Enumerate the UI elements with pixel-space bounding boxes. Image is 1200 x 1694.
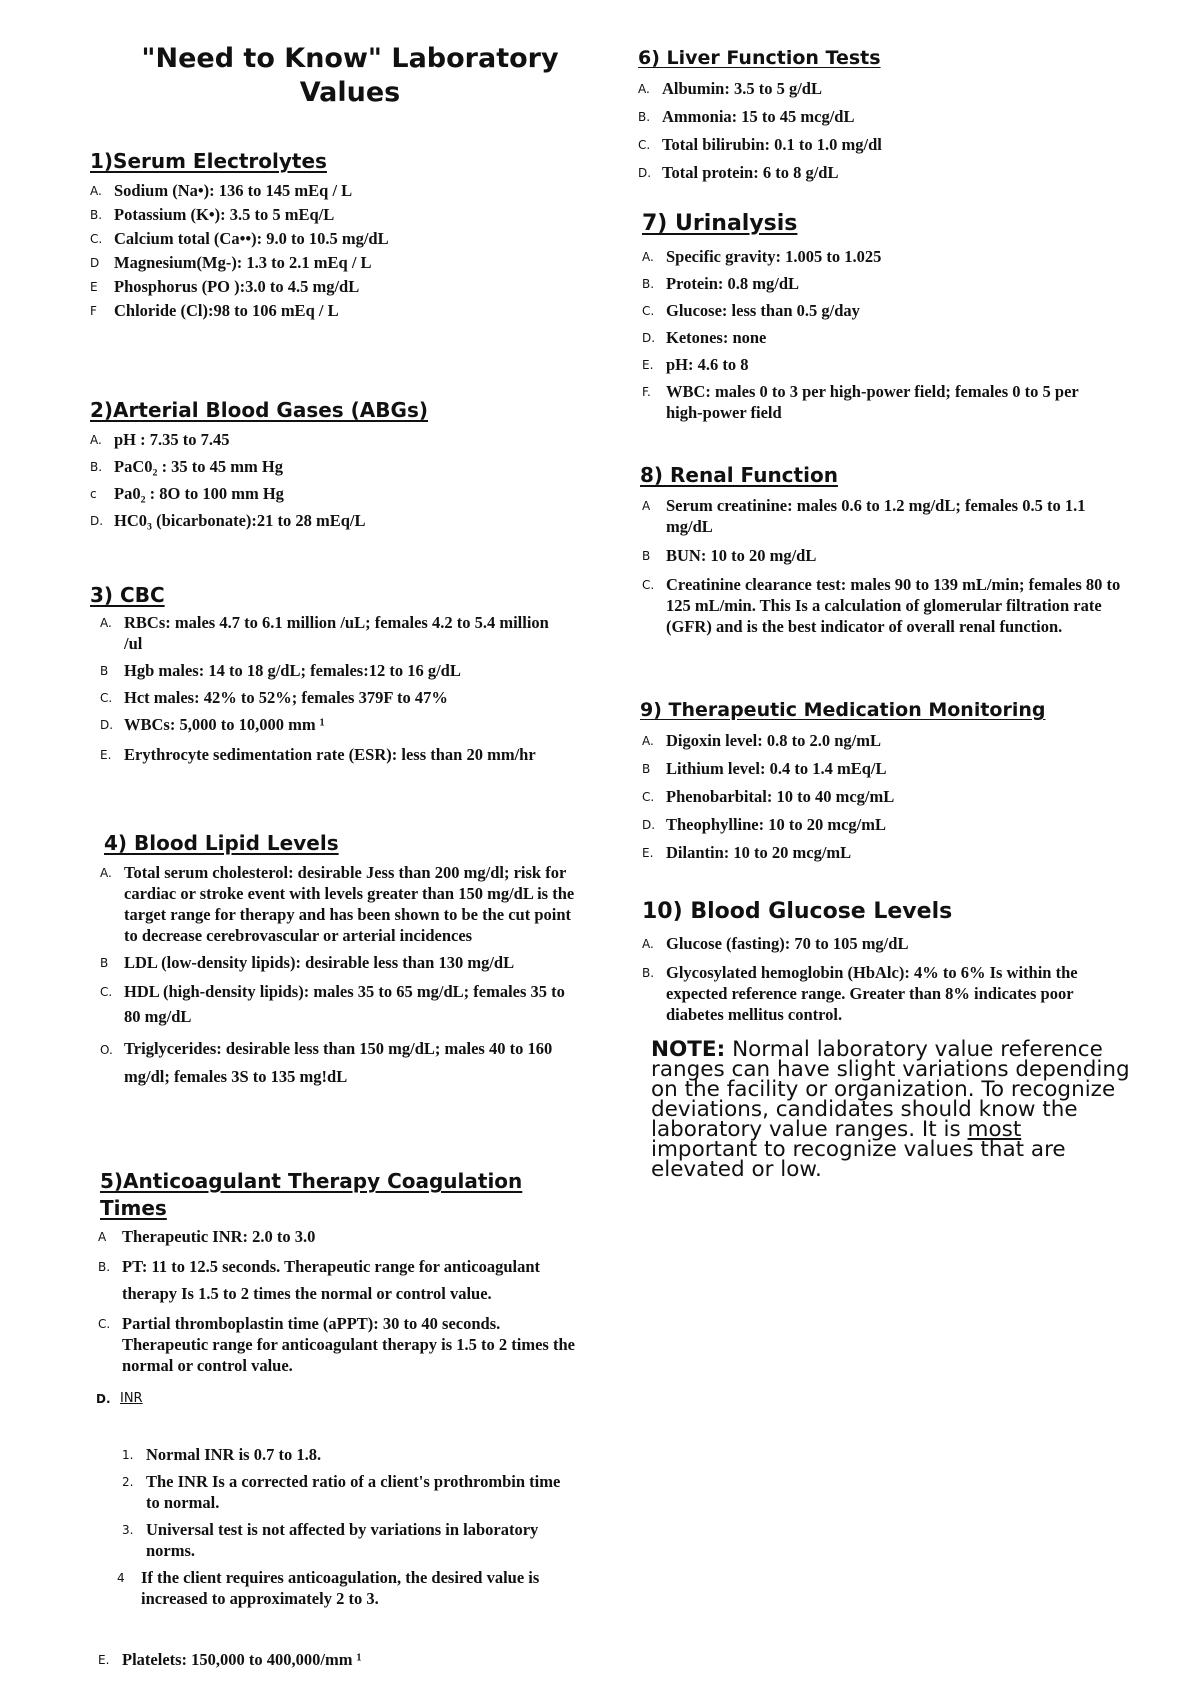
- item-marker: B.: [642, 966, 655, 980]
- list-item: [90, 276, 470, 297]
- list-item: [90, 252, 470, 273]
- item-text: Phenobarbital: 10 to 40 mcg/mL: [666, 787, 895, 806]
- list-item: [638, 134, 1118, 155]
- item-text: HDL (high-density lipids): males 35 to 65 mg/dL; females 35 to 80 mg/dL: [124, 982, 565, 1026]
- item-marker: B: [100, 956, 109, 970]
- item-text: Phosphorus (PO ):3.0 to 4.5 mg/dL: [114, 277, 360, 296]
- item-text: Platelets: 150,000 to 400,000/mm ¹: [122, 1650, 362, 1669]
- list-item: [98, 1226, 583, 1247]
- medication-monitoring-list: [642, 730, 1112, 863]
- note-text-end: important to recognize values that are elevated or low.: [651, 1137, 1066, 1182]
- item-text: Sodium (Na•): 136 to 145 mEq / L: [114, 181, 353, 200]
- list-item: [642, 246, 1112, 267]
- item-text: Partial thromboplastin time (aPPT): 30 to 40 seconds. Therapeutic range for anticoagulant therapy is 1.5 to 2 times the normal or control value.: [122, 1314, 575, 1375]
- list-item: [98, 1649, 548, 1670]
- list-item: [90, 483, 570, 504]
- item-marker: C.: [90, 232, 103, 246]
- blood-lipids-list: [100, 862, 585, 1091]
- item-text: Erythrocyte sedimentation rate (ESR): less than 20 mm/hr: [124, 745, 536, 764]
- list-item: [642, 962, 1122, 1025]
- item-text: Glucose (fasting): 70 to 105 mg/dL: [666, 934, 909, 953]
- list-item: [642, 933, 1122, 954]
- list-item: [90, 180, 470, 201]
- item-marker: E: [90, 280, 98, 294]
- note-label: NOTE:: [651, 1037, 726, 1062]
- item-marker: A.: [100, 866, 112, 880]
- list-item: [90, 456, 570, 477]
- item-text: Magnesium(Mg-): 1.3 to 2.1 mEq / L: [114, 253, 372, 272]
- item-marker: B.: [90, 460, 103, 474]
- item-marker: F.: [642, 385, 651, 399]
- item-marker: D: [90, 256, 100, 270]
- item-marker: C.: [100, 985, 113, 999]
- list-item: [90, 228, 470, 249]
- list-item: [100, 660, 570, 681]
- item-marker: A.: [90, 433, 102, 447]
- item-marker: O.: [100, 1043, 113, 1057]
- abgs-list: [90, 429, 570, 531]
- list-item: [642, 495, 1122, 537]
- item-marker: D.: [638, 166, 652, 180]
- item-marker: A.: [90, 184, 102, 198]
- item-marker: C.: [638, 138, 651, 152]
- list-item: [100, 1035, 585, 1091]
- item-text: Pa0₂ : 8O to 100 mm Hg: [114, 484, 284, 503]
- urinalysis-list: [642, 246, 1112, 423]
- section-title-medication-monitoring: 9) Therapeutic Medication Monitoring: [640, 699, 1046, 721]
- item-text: PaC0₂ : 35 to 45 mm Hg: [114, 457, 284, 476]
- item-text: Normal INR is 0.7 to 1.8.: [146, 1445, 322, 1464]
- list-item: [98, 1253, 583, 1307]
- item-text: Dilantin: 10 to 20 mcg/mL: [666, 843, 852, 862]
- list-item: [642, 545, 1122, 566]
- list-item: [638, 78, 1118, 99]
- item-marker: A.: [638, 82, 650, 96]
- list-item: [642, 786, 1112, 807]
- list-item: [100, 741, 570, 768]
- list-item: [90, 510, 570, 531]
- item-marker: c: [90, 487, 97, 501]
- note-paragraph: [651, 1037, 1131, 1182]
- renal-function-list: [642, 495, 1122, 637]
- item-text: Therapeutic INR: 2.0 to 3.0: [122, 1227, 316, 1246]
- item-marker: B: [100, 664, 109, 678]
- list-item: [90, 204, 470, 225]
- item-marker: E.: [98, 1653, 110, 1667]
- item-marker: A.: [642, 937, 654, 951]
- list-item: [642, 814, 1112, 835]
- list-item: [642, 574, 1122, 637]
- item-marker: C.: [100, 691, 113, 705]
- blood-glucose-list: [642, 933, 1122, 1025]
- item-text: BUN: 10 to 20 mg/dL: [666, 546, 817, 565]
- inr-list: [117, 1444, 572, 1609]
- item-marker: 4: [117, 1571, 125, 1585]
- list-item: [100, 862, 585, 946]
- list-item: [642, 842, 1112, 863]
- item-text: Universal test is not affected by variations in laboratory norms.: [146, 1520, 539, 1560]
- list-item: [100, 687, 570, 708]
- item-text: Ketones: none: [666, 328, 767, 347]
- item-text: HC0₃ (bicarbonate):21 to 28 mEq/L: [114, 511, 366, 530]
- list-item: [90, 429, 570, 450]
- item-text: Triglycerides: desirable less than 150 mg/dL; males 40 to 160 mg/dl; females 3S to 135 mg!dL: [124, 1039, 553, 1086]
- item-text: RBCs: males 4.7 to 6.1 million /uL; females 4.2 to 5.4 million /ul: [124, 613, 549, 653]
- list-item: [642, 300, 1112, 321]
- item-text: Digoxin level: 0.8 to 2.0 ng/mL: [666, 731, 881, 750]
- section-title-urinalysis: 7) Urinalysis: [642, 211, 798, 236]
- list-item: [100, 612, 570, 654]
- item-text: Glycosylated hemoglobin (HbAlc): 4% to 6% Is within the expected reference range. Greater than 8% indicates poor diabetes mellitus control.: [666, 963, 1078, 1024]
- item-text: If the client requires anticoagulation, the desired value is increased to approximately 2 to 3.: [141, 1568, 540, 1608]
- item-marker: D.: [642, 331, 656, 345]
- item-marker: C.: [642, 304, 655, 318]
- item-marker: A.: [642, 250, 654, 264]
- item-text: The INR Is a corrected ratio of a client's prothrombin time to normal.: [146, 1472, 561, 1512]
- item-text: Lithium level: 0.4 to 1.4 mEq/L: [666, 759, 887, 778]
- item-text: Theophylline: 10 to 20 mcg/mL: [666, 815, 887, 834]
- list-item: [642, 327, 1112, 348]
- list-item: [100, 714, 570, 735]
- list-item: [122, 1444, 572, 1465]
- list-item: [122, 1519, 572, 1561]
- item-marker: B.: [642, 277, 655, 291]
- item-marker: 3.: [122, 1523, 134, 1537]
- item-marker: D.: [90, 514, 104, 528]
- item-marker: B.: [638, 110, 651, 124]
- list-item: [642, 381, 1112, 423]
- list-item: [122, 1471, 572, 1513]
- item-text: Protein: 0.8 mg/dL: [666, 274, 800, 293]
- item-text: pH: 4.6 to 8: [666, 355, 749, 374]
- inr-heading: [96, 1388, 583, 1409]
- item-text: Serum creatinine: males 0.6 to 1.2 mg/dL; females 0.5 to 1.1 mg/dL: [666, 496, 1086, 536]
- item-marker: A.: [642, 734, 654, 748]
- item-text: Creatinine clearance test: males 90 to 139 mL/min; females 80 to 125 mL/min. This Is a calculation of glomerular filtration rate (GFR) and is the best indicator of overall renal function.: [666, 575, 1121, 636]
- item-marker: 2.: [122, 1475, 134, 1489]
- section-title-cbc: 3) CBC: [90, 583, 165, 607]
- item-marker: D.: [96, 1392, 111, 1406]
- item-marker: E.: [642, 846, 654, 860]
- item-marker: A: [98, 1230, 107, 1244]
- item-text: LDL (low-density lipids): desirable less than 130 mg/dL: [124, 953, 515, 972]
- coagulation-list: [98, 1226, 583, 1409]
- liver-function-list: [638, 78, 1118, 183]
- section-title-serum-electrolytes: 1)Serum Electrolytes: [90, 149, 327, 173]
- item-marker: B: [642, 549, 651, 563]
- item-marker: A: [642, 499, 651, 513]
- list-item: [90, 300, 470, 321]
- item-marker: C.: [642, 578, 655, 592]
- item-marker: 1.: [122, 1448, 134, 1462]
- item-text: Calcium total (Ca••): 9.0 to 10.5 mg/dL: [114, 229, 389, 248]
- item-text: INR: [120, 1391, 143, 1406]
- item-marker: C.: [642, 790, 655, 804]
- item-text: Specific gravity: 1.005 to 1.025: [666, 247, 882, 266]
- item-marker: E.: [100, 748, 112, 762]
- item-marker: D.: [642, 818, 656, 832]
- item-text: Albumin: 3.5 to 5 g/dL: [662, 79, 822, 98]
- platelets-list: [98, 1649, 548, 1670]
- item-text: Potassium (K•): 3.5 to 5 mEq/L: [114, 205, 335, 224]
- item-marker: B.: [98, 1260, 111, 1274]
- item-text: Hct males: 42% to 52%; females 379F to 47%: [124, 688, 448, 707]
- section-title-abgs: 2)Arterial Blood Gases (ABGs): [90, 398, 428, 422]
- item-text: Chloride (Cl):98 to 106 mEq / L: [114, 301, 339, 320]
- item-text: WBC: males 0 to 3 per high-power field; females 0 to 5 per high-power field: [666, 382, 1079, 422]
- item-text: Total bilirubin: 0.1 to 1.0 mg/dl: [662, 135, 882, 154]
- section-title-liver-function: 6) Liver Function Tests: [638, 47, 881, 69]
- item-text: Glucose: less than 0.5 g/day: [666, 301, 860, 320]
- section-title-coagulation: 5)Anticoagulant Therapy Coagulation Times: [100, 1169, 523, 1220]
- list-item: [117, 1567, 572, 1609]
- item-text: Total protein: 6 to 8 g/dL: [662, 163, 839, 182]
- item-marker: A.: [100, 616, 112, 630]
- cbc-list: [100, 612, 570, 768]
- list-item: [638, 162, 1118, 183]
- item-marker: B.: [90, 208, 103, 222]
- note-underlined-text: most: [967, 1117, 1022, 1142]
- item-text: Hgb males: 14 to 18 g/dL; females:12 to 16 g/dL: [124, 661, 461, 680]
- section-title-renal-function: 8) Renal Function: [640, 463, 838, 487]
- list-item: [642, 758, 1112, 779]
- list-item: [642, 273, 1112, 294]
- list-item: [100, 952, 585, 973]
- note-text: Normal laboratory value reference ranges can have slight variations depending on the facility or organization. To recognize deviations, candidates should know the laboratory value ranges. It is: [651, 1037, 1130, 1142]
- item-marker: E.: [642, 358, 654, 372]
- item-text: WBCs: 5,000 to 10,000 mm ¹: [124, 715, 325, 734]
- list-item: [98, 1313, 583, 1376]
- section-title-blood-lipids: 4) Blood Lipid Levels: [104, 831, 339, 855]
- item-marker: C.: [98, 1317, 111, 1331]
- item-text: Total serum cholesterol: desirable Jess than 200 mg/dl; risk for cardiac or stroke event with levels greater than 150 mg/dL is the target range for therapy and has been shown to be the cut point to decrease cerebrovascular or arterial incidences: [124, 863, 575, 945]
- item-marker: B: [642, 762, 651, 776]
- item-marker: F: [90, 304, 97, 318]
- list-item: [638, 106, 1118, 127]
- list-item: [100, 979, 585, 1029]
- list-item: [642, 730, 1112, 751]
- item-text: PT: 11 to 12.5 seconds. Therapeutic range for anticoagulant therapy Is 1.5 to 2 times the normal or control value.: [122, 1257, 540, 1303]
- item-marker: D.: [100, 718, 114, 732]
- list-item: [642, 354, 1112, 375]
- serum-electrolytes-list: [90, 180, 470, 321]
- item-text: pH : 7.35 to 7.45: [114, 430, 230, 449]
- section-title-blood-glucose: 10) Blood Glucose Levels: [642, 899, 953, 924]
- item-text: Ammonia: 15 to 45 mcg/dL: [662, 107, 855, 126]
- page-title: "Need to Know" Laboratory Values: [141, 43, 559, 108]
